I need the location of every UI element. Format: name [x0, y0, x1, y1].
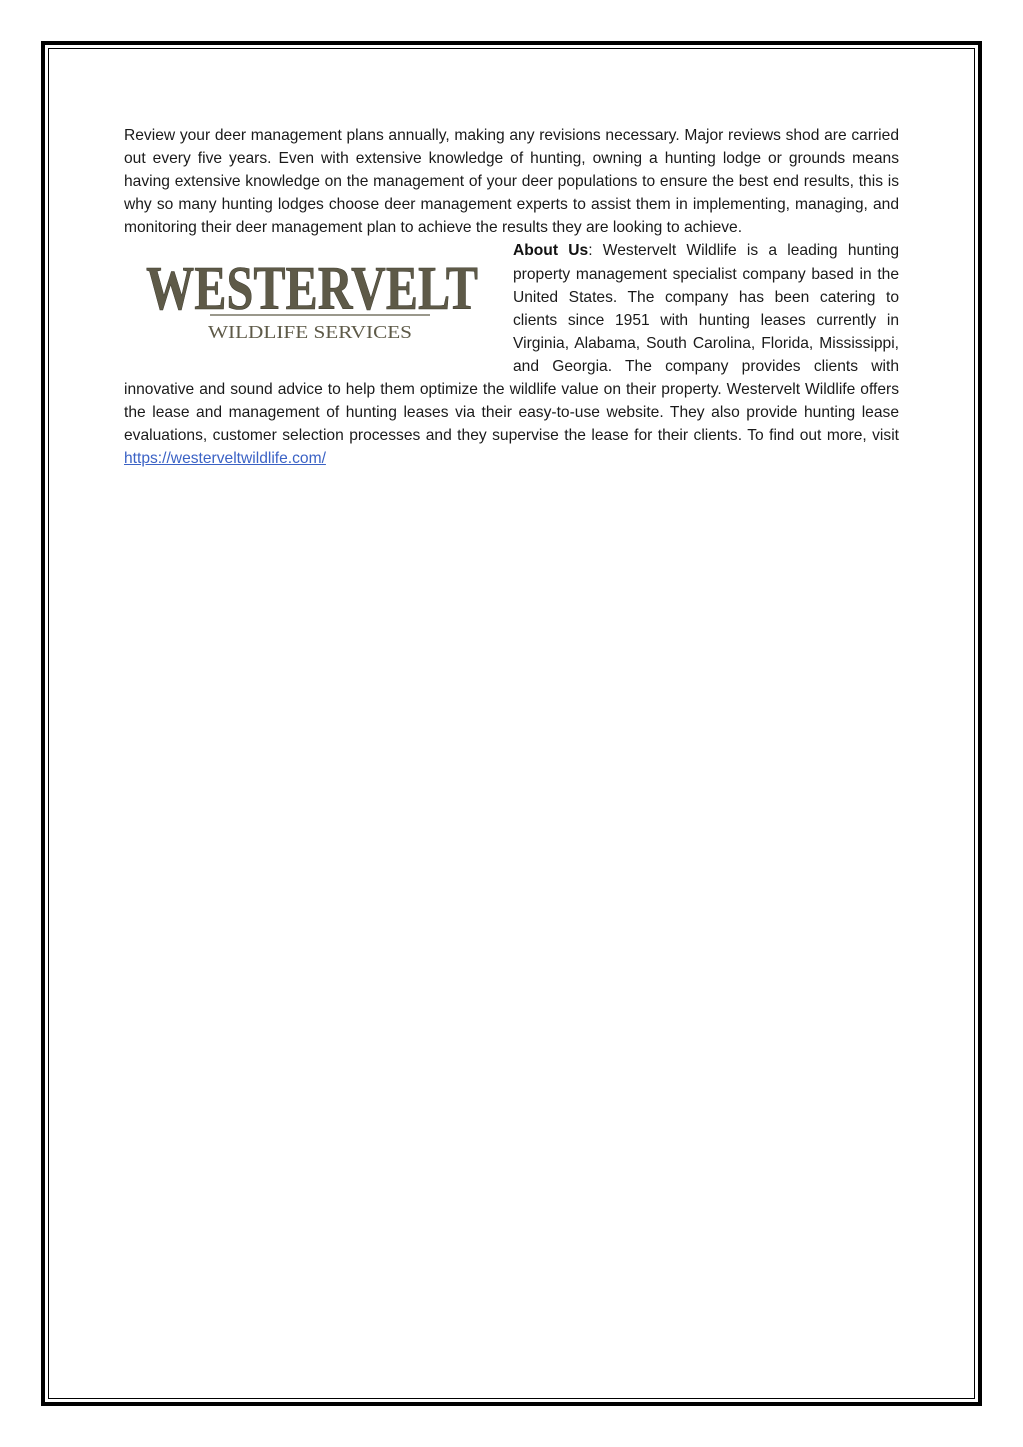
- about-us-text: Westervelt Wildlife is a leading hunting property management specialist company based in the United States. The company has been catering to clients since 1951 with hunting leases currently in Virginia, Alabama, South Carolina, Florida, Mississippi, and Georgia. The company provides clients with innovative and sound advice to help them optimize the wildlife value on their property. Westervelt Wildlife offers the lease and management of hunting leases via their easy-to-use website. They also provide hunting lease evaluations, customer selection processes and they supervise the lease for their clients. To find out more, visit: [124, 242, 899, 445]
- about-us-separator: :: [588, 242, 593, 260]
- westervelt-logo: [140, 251, 485, 351]
- document-body: [124, 124, 899, 470]
- paragraph-deer-management: Review your deer management plans annually, making any revisions necessary. Major reviews shod are carried out every five years. Even with extensive knowledge of hunting, owning a hunting lodge or grounds means having extensive knowledge on the management of your deer populations to ensure the best end results, this is why so many hunting lodges choose deer management experts to assist them in implementing, managing, and monitoring their deer management plan to achieve the results they are looking to achieve.: [124, 127, 899, 237]
- website-link[interactable]: https://westerveltwildlife.com/: [124, 450, 326, 468]
- logo-subtitle: WILDLIFE SERVICES: [208, 322, 412, 343]
- about-us-label: About Us: [513, 242, 589, 260]
- logo-wordmark: WESTERVELT: [146, 255, 478, 324]
